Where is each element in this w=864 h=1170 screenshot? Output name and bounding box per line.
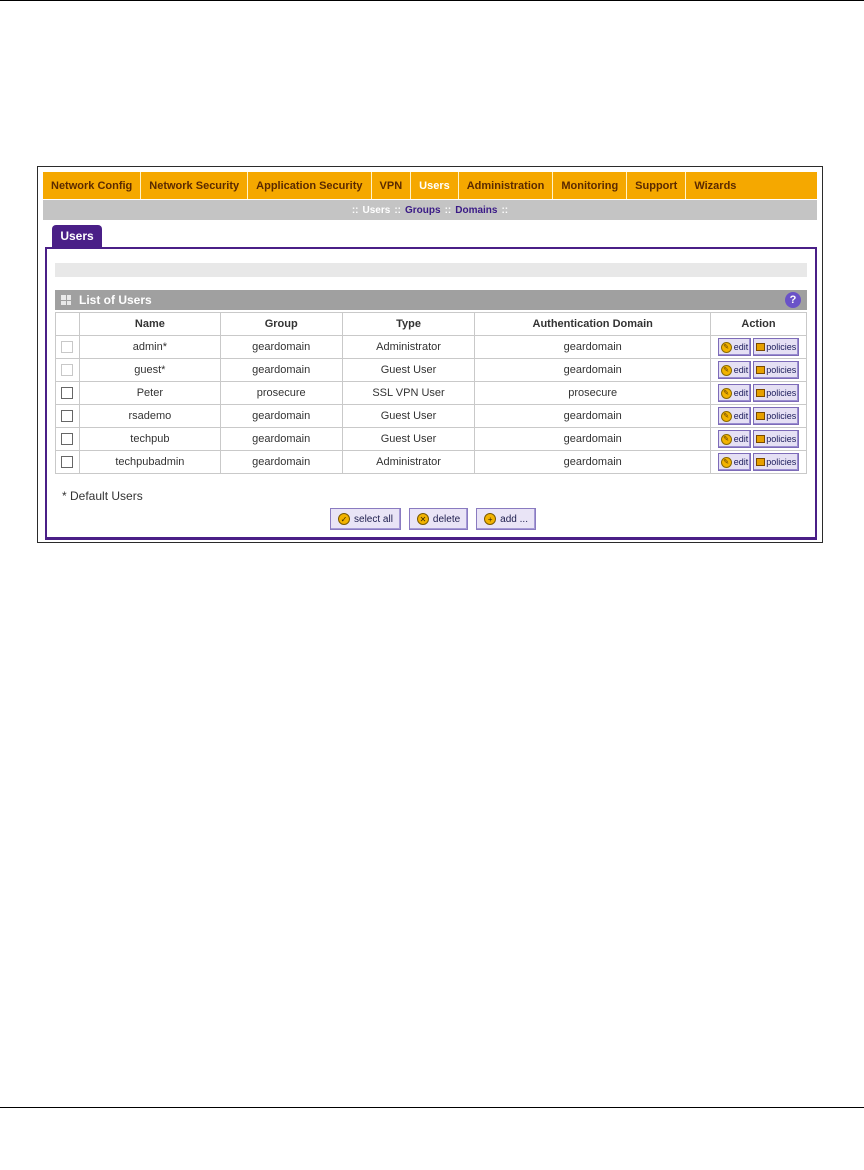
nav-wizards[interactable]: Wizards — [694, 179, 737, 192]
nav-application-security[interactable]: Application Security — [248, 172, 371, 199]
policies-button[interactable]: policies — [753, 430, 799, 448]
row-checkbox[interactable] — [61, 387, 73, 399]
users-table — [55, 312, 807, 474]
subnav-separator: :: — [394, 204, 401, 216]
page-bottom-rule — [0, 1107, 864, 1108]
cell-group: prosecure — [220, 382, 342, 405]
cell-name: rsademo — [79, 405, 220, 428]
policy-icon — [756, 458, 765, 466]
edit-button[interactable]: ✎ edit — [718, 384, 752, 402]
table-row — [56, 451, 807, 474]
users-panel — [45, 247, 817, 540]
cell-type: Guest User — [342, 359, 475, 382]
subnav-users[interactable]: Users — [362, 204, 391, 216]
message-strip — [55, 263, 807, 277]
delete-button[interactable]: ✕ delete — [409, 508, 468, 530]
cell-group: geardomain — [220, 336, 342, 359]
nav-administration[interactable]: Administration — [459, 172, 554, 199]
nav-support[interactable]: Support — [627, 172, 686, 199]
subnav-separator: :: — [444, 204, 452, 216]
table-row — [56, 428, 807, 451]
cell-type: Guest User — [342, 428, 475, 451]
table-row — [56, 405, 807, 428]
table-row — [56, 382, 807, 405]
policies-button[interactable]: policies — [753, 338, 799, 356]
cell-type: Administrator — [342, 336, 475, 359]
list-of-users-header — [55, 290, 807, 310]
cell-group: geardomain — [220, 359, 342, 382]
nav-network-security[interactable]: Network Security — [141, 172, 248, 199]
col-group: Group — [220, 313, 342, 336]
table-row — [56, 359, 807, 382]
pencil-icon: ✎ — [721, 434, 732, 445]
policy-icon — [756, 389, 765, 397]
default-users-note: * Default Users — [62, 489, 143, 503]
subnav-separator: :: — [351, 204, 359, 216]
edit-button[interactable]: ✎ edit — [718, 453, 752, 471]
pencil-icon: ✎ — [721, 365, 732, 376]
pencil-icon: ✎ — [721, 342, 732, 353]
col-type: Type — [342, 313, 475, 336]
policy-icon — [756, 366, 765, 374]
cell-domain: geardomain — [475, 451, 711, 474]
sub-navigation — [43, 200, 817, 220]
col-name: Name — [79, 313, 220, 336]
grid-icon — [61, 295, 71, 305]
row-checkbox — [61, 364, 73, 376]
help-icon[interactable]: ? — [785, 292, 801, 308]
policy-icon — [756, 435, 765, 443]
cell-domain: geardomain — [475, 405, 711, 428]
cell-name: techpub — [79, 428, 220, 451]
table-header-row — [56, 313, 807, 336]
pencil-icon: ✎ — [721, 457, 732, 468]
plus-icon: + — [484, 513, 496, 525]
cell-group: geardomain — [220, 451, 342, 474]
cell-name: techpubadmin — [79, 451, 220, 474]
cell-type: Guest User — [342, 405, 475, 428]
tab-users[interactable]: Users — [52, 225, 102, 247]
table-row — [56, 336, 807, 359]
nav-monitoring[interactable]: Monitoring — [553, 172, 627, 199]
policies-button[interactable]: policies — [753, 361, 799, 379]
nav-vpn[interactable]: VPN — [372, 172, 412, 199]
row-checkbox — [61, 341, 73, 353]
cell-name: guest* — [79, 359, 220, 382]
delete-icon: ✕ — [417, 513, 429, 525]
add-button[interactable]: + add ... — [476, 508, 536, 530]
cell-type: SSL VPN User — [342, 382, 475, 405]
pencil-icon: ✎ — [721, 388, 732, 399]
edit-button[interactable]: ✎ edit — [718, 338, 752, 356]
cell-domain: geardomain — [475, 359, 711, 382]
edit-button[interactable]: ✎ edit — [718, 407, 752, 425]
policy-icon — [756, 343, 765, 351]
row-checkbox[interactable] — [61, 456, 73, 468]
policy-icon — [756, 412, 765, 420]
subnav-groups[interactable]: Groups — [405, 204, 441, 216]
policies-button[interactable]: policies — [753, 453, 799, 471]
edit-button[interactable]: ✎ edit — [718, 430, 752, 448]
cell-name: admin* — [79, 336, 220, 359]
col-select — [56, 313, 80, 336]
nav-network-config[interactable]: Network Config — [43, 172, 141, 199]
pencil-icon: ✎ — [721, 411, 732, 422]
row-checkbox[interactable] — [61, 433, 73, 445]
screenshot-frame — [37, 166, 823, 543]
page-top-rule — [0, 0, 864, 1]
cell-group: geardomain — [220, 405, 342, 428]
button-row — [47, 508, 819, 530]
cell-domain: geardomain — [475, 336, 711, 359]
policies-button[interactable]: policies — [753, 384, 799, 402]
nav-users[interactable]: Users — [411, 172, 459, 199]
subnav-separator: :: — [501, 204, 509, 216]
subnav-domains[interactable]: Domains — [455, 204, 498, 216]
cell-group: geardomain — [220, 428, 342, 451]
policies-button[interactable]: policies — [753, 407, 799, 425]
top-navigation — [43, 172, 817, 199]
col-action: Action — [711, 313, 807, 336]
cell-type: Administrator — [342, 451, 475, 474]
col-auth-domain: Authentication Domain — [475, 313, 711, 336]
cell-domain: geardomain — [475, 428, 711, 451]
cell-name: Peter — [79, 382, 220, 405]
select-all-button[interactable]: ✓ select all — [330, 508, 401, 530]
row-checkbox[interactable] — [61, 410, 73, 422]
section-title: List of Users — [79, 293, 152, 307]
edit-button[interactable]: ✎ edit — [718, 361, 752, 379]
check-icon: ✓ — [338, 513, 350, 525]
cell-domain: prosecure — [475, 382, 711, 405]
